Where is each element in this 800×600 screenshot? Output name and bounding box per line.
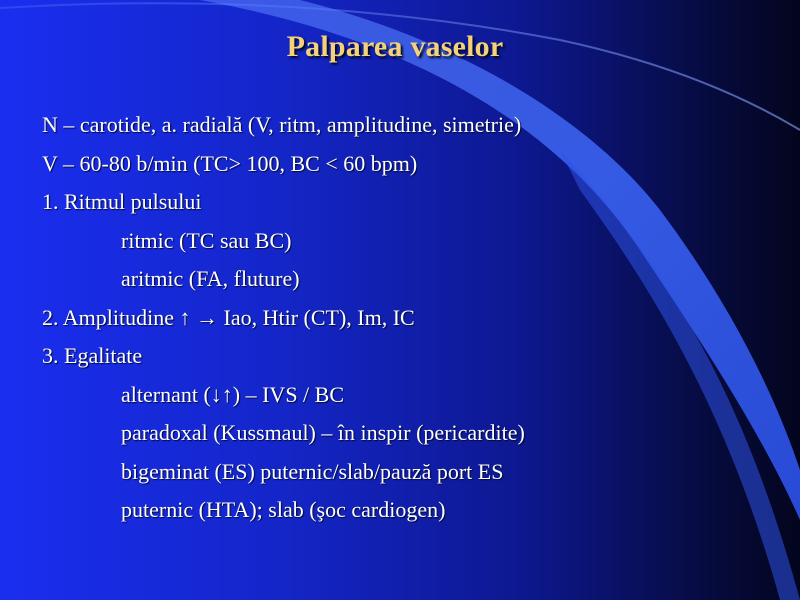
text-line: bigeminat (ES) puternic/slab/pauză port ES bbox=[121, 458, 504, 484]
text-line: puternic (HTA); slab (şoc cardiogen) bbox=[121, 497, 446, 522]
text-line: ritmic (TC sau BC) bbox=[121, 227, 292, 253]
text-line: 3. Egalitate bbox=[42, 343, 143, 368]
text-line: 1. Ritmul pulsului bbox=[42, 189, 202, 214]
text-line: paradoxal (Kussmaul) – în inspir (pericardite) bbox=[121, 420, 525, 445]
bullet-list bbox=[42, 106, 742, 530]
text-line: 2. Amplitudine ↑ → Iao, Htir (CT), Im, IC bbox=[42, 304, 415, 330]
text-line: V – 60-80 b/min (TC> 100, BC < 60 bpm) bbox=[42, 150, 418, 176]
text-line: aritmic (FA, fluture) bbox=[121, 266, 300, 291]
slide-title: Palparea vaselor bbox=[286, 30, 504, 63]
text-line: N – carotide, a. radială (V, ritm, amplitudine, simetrie) bbox=[42, 112, 522, 137]
text-line: alternant (↓↑) – IVS / BC bbox=[121, 381, 345, 407]
